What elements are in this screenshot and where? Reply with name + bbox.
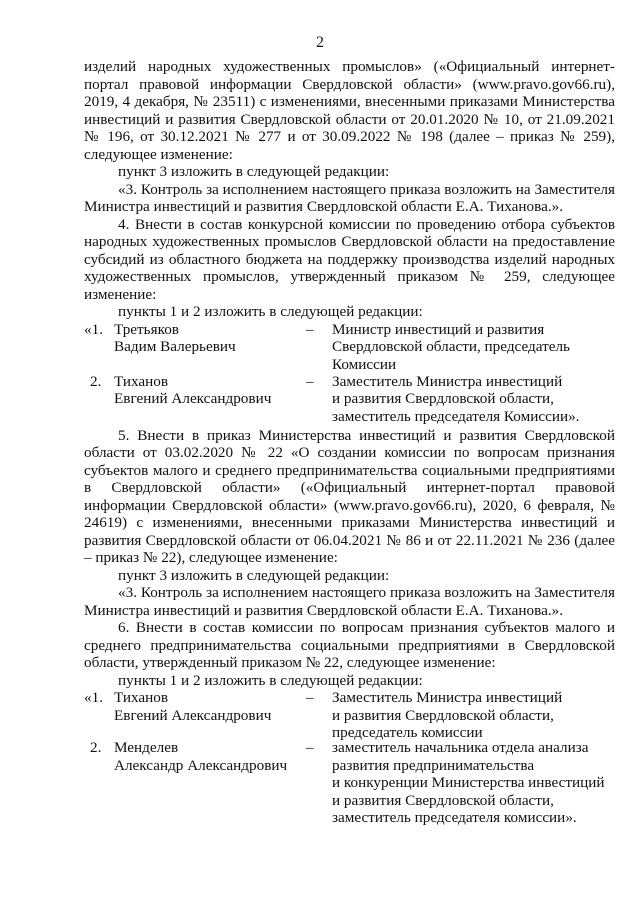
document-body bbox=[84, 58, 615, 827]
paragraph-point-3-text: «3. Контроль за исполнением настоящего приказа возложить на Заместителя Министра инвестиций и развития Свердловской области Е.А. Тиханова.». bbox=[84, 584, 615, 619]
member-dash: – bbox=[306, 320, 314, 338]
member-dash: – bbox=[306, 689, 314, 706]
paragraph-item-6: 6. Внести в состав комиссии по вопросам признания субъектов малого и среднего предпринимательства социальными предприятиями в Свердловской области, утвержденный приказом № 22, следующее изменение: bbox=[84, 619, 615, 671]
member-number: «1. bbox=[84, 689, 103, 706]
member-row bbox=[84, 739, 615, 827]
member-row bbox=[84, 321, 615, 373]
paragraph-item-5: 5. Внести в приказ Министерства инвестиций и развития Свердловской области от 03.02.2020 № 22 «О создании комиссии по вопросам признания субъектов малого и среднего предпринимательства социальными предприятиями в Свердловской области» («Официальный интернет-портал правовой информации Свердловской области» (www.pravo.gov66.ru), 2020, 6 февраля, № 24619) с изменениями, внесенными приказами Министерства инвестиций и развития Свердловской области от 06.04.2021 № 86 и от 22.11.2021 № 236 (далее – приказ № 22), следующее изменение: bbox=[84, 426, 615, 566]
member-position: Министр инвестиций и развития Свердловской области, председатель Комиссии bbox=[332, 320, 570, 373]
member-row bbox=[84, 689, 615, 739]
member-number: «1. bbox=[84, 320, 103, 338]
member-position: заместитель начальника отдела анализа развития предпринимательства и конкуренции Министерства инвестиций и развития Свердловской области, заместитель председателя комиссии». bbox=[332, 739, 605, 826]
paragraph-points-1-2-intro: пункты 1 и 2 изложить в следующей редакции: bbox=[118, 671, 423, 689]
member-name: Третьяков Вадим Валерьевич bbox=[114, 320, 236, 355]
paragraph-point-3-intro: пункт 3 изложить в следующей редакции: bbox=[118, 163, 390, 180]
paragraph-amendment-259-tail: изделий народных художественных промыслов» («Официальный интернет-портал правовой информации Свердловской области» (www.pravo.gov66.ru), 2019, 4 декабря, № 23511) с изменениями, внесенными приказами Министерства инвестиций и развития Свердловской области от 20.01.2020 № 10, от 21.09.2021 № 196, от 30.12.2021 № 277 и от 30.09.2022 № 198 (далее – приказ № 259), следующее изменение: bbox=[84, 58, 615, 163]
paragraph-item-4: 4. Внести в состав конкурсной комиссии по проведению отбора субъектов народных художественных промыслов Свердловской области на предоставление субсидий из областного бюджета на поддержку производства изделий народных художественных промыслов, утвержденный приказом № 259, следующее изменение: bbox=[84, 215, 615, 303]
paragraph-point-3-intro: пункт 3 изложить в следующей редакции: bbox=[118, 566, 390, 584]
member-row bbox=[84, 373, 615, 427]
member-name: Тиханов Евгений Александрович bbox=[114, 689, 272, 724]
member-dash: – bbox=[306, 739, 314, 756]
page-number: 2 bbox=[316, 34, 324, 51]
paragraph-points-1-2-intro: пункты 1 и 2 изложить в следующей редакции: bbox=[118, 303, 423, 320]
member-position: Заместитель Министра инвестиций и развития Свердловской области, заместитель председателя Комиссии». bbox=[332, 372, 580, 425]
member-name: Менделев Александр Александрович bbox=[114, 739, 288, 774]
member-number: 2. bbox=[90, 739, 102, 756]
member-name: Тиханов Евгений Александрович bbox=[114, 372, 272, 407]
member-number: 2. bbox=[90, 372, 102, 390]
paragraph-point-3-text: «3. Контроль за исполнением настоящего приказа возложить на Заместителя Министра инвестиций и развития Свердловской области Е.А. Тиханова.». bbox=[84, 180, 615, 215]
member-position: Заместитель Министра инвестиций и развития Свердловской области, председатель комиссии bbox=[332, 689, 563, 741]
member-dash: – bbox=[306, 372, 314, 390]
